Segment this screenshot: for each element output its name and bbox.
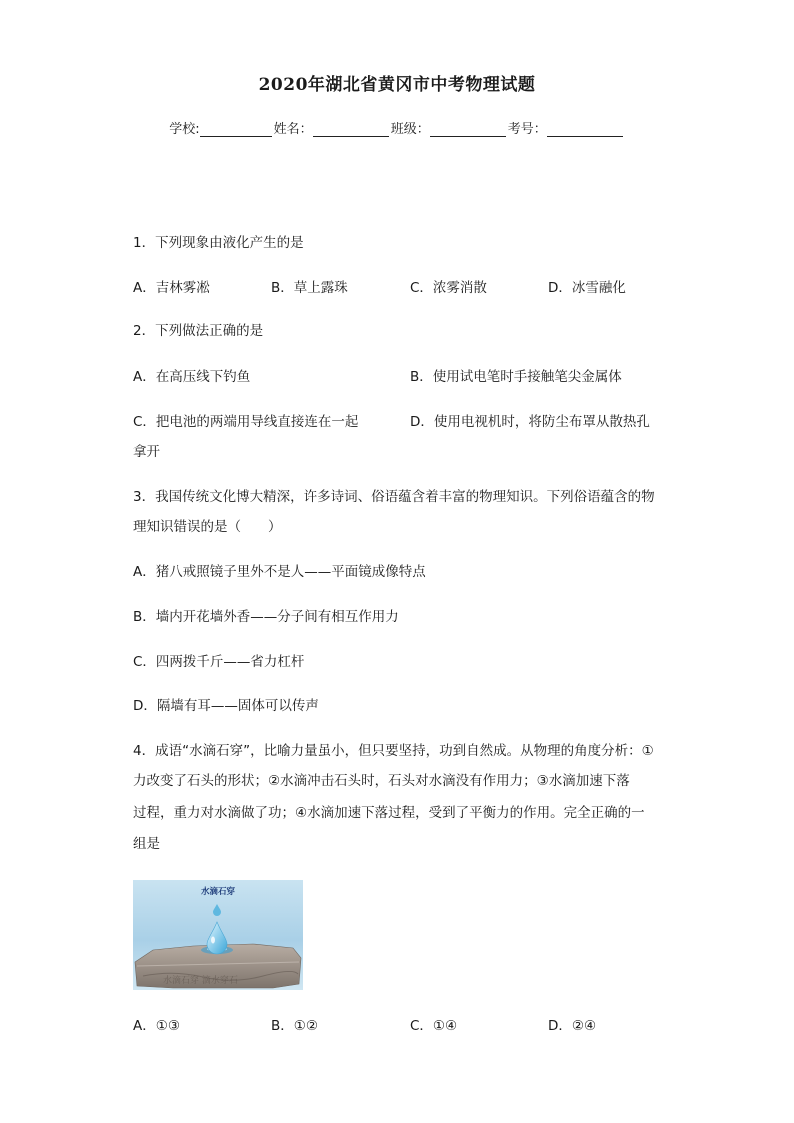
q2-option-c: C．把电池的两端用导线直接连在一起 bbox=[133, 414, 359, 430]
svg-text:水滴石穿 滴水穿石: 水滴石穿 滴水穿石 bbox=[163, 976, 238, 986]
class-label: 班级： bbox=[390, 122, 430, 137]
question-1-stem: 1．下列现象由液化产生的是 bbox=[133, 235, 304, 251]
q3-option-b: B．墙内开花墙外香——分子间有相互作用力 bbox=[133, 609, 399, 625]
school-label: 学校: bbox=[169, 122, 200, 137]
q4-option-d: D．②④ bbox=[548, 1018, 597, 1034]
question-3-stem-line-1: 3．我国传统文化博大精深，许多诗词、俗语蕴含着丰富的物理知识。下列俗语蕴含的物 bbox=[133, 489, 655, 505]
q3-option-a: A．猪八戒照镜子里外不是人——平面镜成像特点 bbox=[133, 564, 426, 580]
q2-option-d: D．使用电视机时，将防尘布罩从散热孔 bbox=[410, 414, 650, 430]
class-blank[interactable] bbox=[430, 122, 506, 137]
question-3-stem-line-2: 理知识错误的是（ ） bbox=[133, 519, 282, 535]
q1-option-a: A．吉林雾凇 bbox=[133, 280, 210, 296]
q1-option-c: C．浓雾消散 bbox=[410, 280, 487, 296]
q2-option-d-continued: 拿开 bbox=[133, 444, 160, 460]
q3-option-d: D．隔墙有耳——固体可以传声 bbox=[133, 698, 319, 714]
exam-title: 2020年湖北省黄冈市中考物理试题 bbox=[258, 75, 536, 95]
number-label: 考号： bbox=[507, 122, 547, 137]
image-caption: 水滴石穿 bbox=[200, 887, 235, 897]
question-2-stem: 2．下列做法正确的是 bbox=[133, 323, 264, 339]
name-label: 姓名： bbox=[273, 122, 313, 137]
q2-option-a: A．在高压线下钓鱼 bbox=[133, 369, 251, 385]
question-4-stem-line-1: 4．成语“水滴石穿”，比喻力量虽小，但只要坚持，功到自然成。从物理的角度分析：① bbox=[133, 743, 654, 759]
q2-option-b: B．使用试电笔时手接触笔尖金属体 bbox=[410, 369, 622, 385]
water-drop-stone-image bbox=[133, 880, 303, 990]
student-info-row bbox=[0, 118, 794, 137]
question-4-stem-line-4: 组是 bbox=[133, 836, 160, 852]
question-4-stem-line-2: 力改变了石头的形状；②水滴冲击石头时，石头对水滴没有作用力；③水滴加速下落 bbox=[133, 773, 630, 789]
q4-option-c: C．①④ bbox=[410, 1018, 458, 1034]
q1-option-b: B．草上露珠 bbox=[271, 280, 348, 296]
q4-option-b: B．①② bbox=[271, 1018, 318, 1034]
q1-option-d: D．冰雪融化 bbox=[548, 280, 626, 296]
name-blank[interactable] bbox=[313, 122, 389, 137]
number-blank[interactable] bbox=[547, 122, 623, 137]
q4-option-a: A．①③ bbox=[133, 1018, 180, 1034]
water-drop-illustration bbox=[133, 880, 303, 990]
q3-option-c: C．四两拨千斤——省力杠杆 bbox=[133, 654, 305, 670]
question-4-stem-line-3: 过程，重力对水滴做了功；④水滴加速下落过程，受到了平衡力的作用。完全正确的一 bbox=[133, 805, 645, 821]
school-blank[interactable] bbox=[200, 122, 272, 137]
